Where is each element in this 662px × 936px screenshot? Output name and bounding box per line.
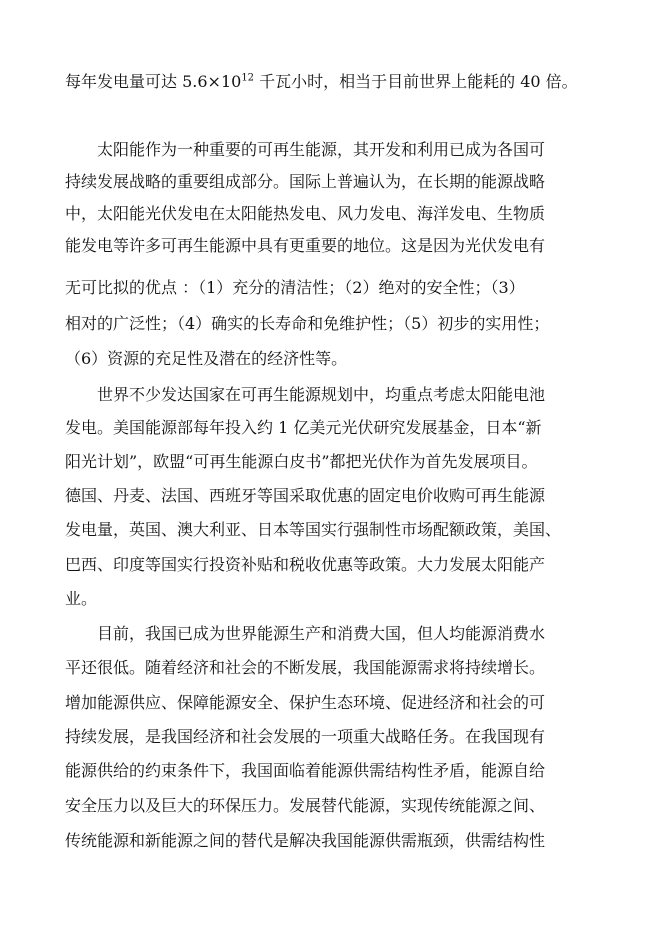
paragraph-line: 传统能源和新能源之间的替代是解决我国能源供需瓶颈，供需结构性 [65, 831, 546, 850]
paragraph-line: 增加能源供应、保障能源安全、保护生态环境、促进经济和社会的可 [65, 693, 546, 712]
paragraph-line: 目前，我国已成为世界能源生产和消费大国，但人均能源消费水 [97, 624, 546, 643]
paragraph-line: 持续发展，是我国经济和社会发展的一项重大战略任务。在我国现有 [65, 727, 546, 746]
paragraph-0-line [65, 72, 578, 92]
paragraph-line: 能发电等许多可再生能源中具有更重要的地位。这是因为光伏发电有 [65, 236, 546, 255]
paragraph-line: 巴西、印度等国实行投资补贴和税收优惠等政策。大力发展太阳能产 [65, 555, 546, 574]
paragraph-line: 持续发展战略的重要组成部分。国际上普遍认为，在长期的能源战略 [65, 172, 546, 191]
text-run: 千瓦小时，相当于目前世界上能耗的 40 倍。 [254, 72, 578, 91]
paragraph-line: 阳光计划”，欧盟“可再生能源白皮书”都把光伏作为首先发展项目。 [65, 452, 538, 471]
paragraph-line: 太阳能作为一种重要的可再生能源，其开发和利用已成为各国可 [97, 140, 546, 159]
paragraph-line: 发电。美国能源部每年投入约 1 亿美元光伏研究发展基金，日本“新 [65, 418, 542, 437]
paragraph-line: 平还很低。随着经济和社会的不断发展，我国能源需求将持续增长。 [65, 658, 546, 677]
paragraph-line: （6）资源的充足性及潜在的经济性等。 [65, 349, 348, 368]
paragraph-line: 德国、丹麦、法国、西班牙等国采取优惠的固定电价收购可再生能源 [65, 486, 546, 505]
paragraph-line: 无可比拟的优点 ：（1）充分的清洁性；（2）绝对的安全性；（3） [65, 278, 525, 297]
paragraph-line: 能源供给的约束条件下，我国面临着能源供需结构性矛盾，能源自给 [65, 761, 546, 780]
paragraph-line: 安全压力以及巨大的环保压力。发展替代能源，实现传统能源之间、 [65, 796, 546, 815]
paragraph-line: 中，太阳能光伏发电在太阳能热发电、风力发电、海洋发电、生物质 [65, 204, 546, 223]
superscript-exponent: 12 [241, 72, 255, 84]
paragraph-line: 相对的广泛性；（4）确实的长寿命和免维护性；（5）初步的实用性； [65, 314, 550, 333]
text-run: 每年发电量可达 5.6×10 [65, 72, 242, 91]
paragraph-line: 业。 [65, 589, 98, 608]
paragraph-line: 世界不少发达国家在可再生能源规划中，均重点考虑太阳能电池 [97, 385, 546, 404]
paragraph-line: 发电量，英国、澳大利亚、日本等国实行强制性市场配额政策，美国、 [65, 520, 562, 539]
